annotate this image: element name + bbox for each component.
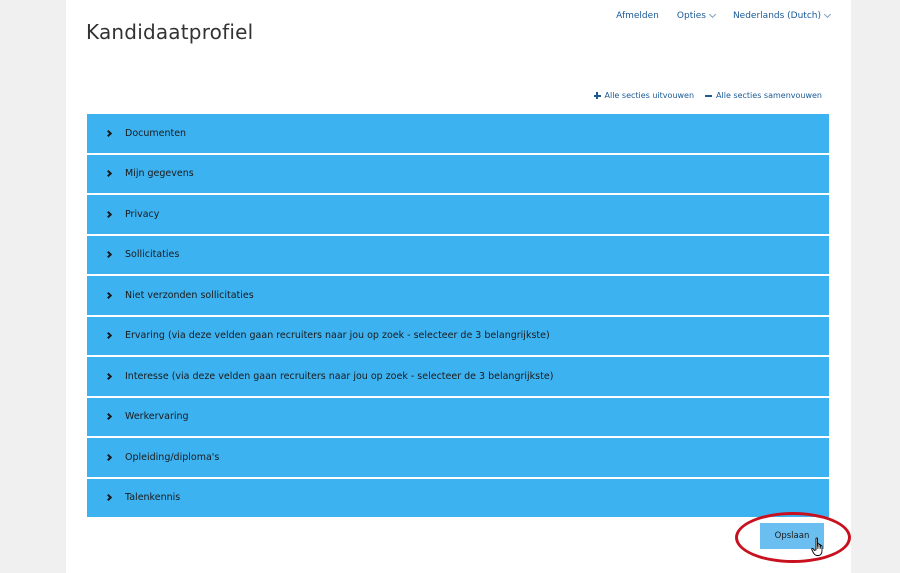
section-label: Interesse (via deze velden gaan recruiters naar jou op zoek - selecteer de 3 belangrijkste) (125, 370, 554, 382)
section-label: Talenkennis (125, 492, 181, 504)
section-label: Documenten (125, 127, 187, 139)
section-label: Privacy (125, 208, 160, 220)
section-sollicitaties[interactable] (87, 236, 829, 275)
chevron-right-icon (105, 170, 112, 177)
section-mijn-gegevens[interactable] (87, 155, 829, 194)
section-label: Werkervaring (125, 411, 189, 423)
section-documenten[interactable] (87, 114, 829, 153)
chevron-right-icon (105, 130, 112, 137)
expand-all-button[interactable] (594, 91, 695, 100)
chevron-right-icon (105, 454, 112, 461)
save-button[interactable]: Opslaan (760, 523, 824, 549)
options-menu[interactable] (677, 11, 715, 21)
collapse-all-label: Alle secties samenvouwen (716, 91, 822, 100)
minus-icon (705, 92, 712, 99)
section-werkervaring[interactable] (87, 398, 829, 437)
chevron-down-icon (824, 11, 831, 18)
chevron-right-icon (105, 494, 112, 501)
section-talenkennis[interactable] (87, 479, 829, 518)
options-label: Opties (676, 11, 706, 21)
expand-all-label: Alle secties uitvouwen (604, 91, 695, 100)
chevron-down-icon (709, 11, 716, 18)
section-niet-verzonden-sollicitaties[interactable] (87, 276, 829, 315)
chevron-right-icon (105, 292, 112, 299)
section-ervaring[interactable] (87, 317, 829, 356)
expand-collapse-controls (583, 91, 822, 100)
language-label: Nederlands (Dutch) (732, 11, 821, 21)
language-selector[interactable] (733, 11, 830, 21)
section-label: Sollicitaties (125, 249, 180, 261)
top-navigation (598, 11, 830, 21)
page-title: Kandidaatprofiel (86, 20, 254, 44)
section-privacy[interactable] (87, 195, 829, 234)
chevron-right-icon (105, 251, 112, 258)
chevron-right-icon (105, 373, 112, 380)
page-container (66, 0, 851, 573)
chevron-right-icon (105, 413, 112, 420)
section-label: Ervaring (via deze velden gaan recruiters naar jou op zoek - selecteer de 3 belangrijkste) (125, 330, 550, 342)
chevron-right-icon (105, 211, 112, 218)
logout-label: Afmelden (616, 11, 659, 21)
section-label: Opleiding/diploma's (125, 451, 220, 463)
plus-icon (594, 92, 601, 99)
section-interesse[interactable] (87, 357, 829, 396)
section-opleiding[interactable] (87, 438, 829, 477)
section-accordion (87, 114, 829, 519)
section-label: Mijn gegevens (125, 168, 194, 180)
logout-link[interactable] (616, 11, 659, 21)
chevron-right-icon (105, 332, 112, 339)
section-label: Niet verzonden sollicitaties (125, 289, 254, 301)
collapse-all-button[interactable] (705, 91, 822, 100)
